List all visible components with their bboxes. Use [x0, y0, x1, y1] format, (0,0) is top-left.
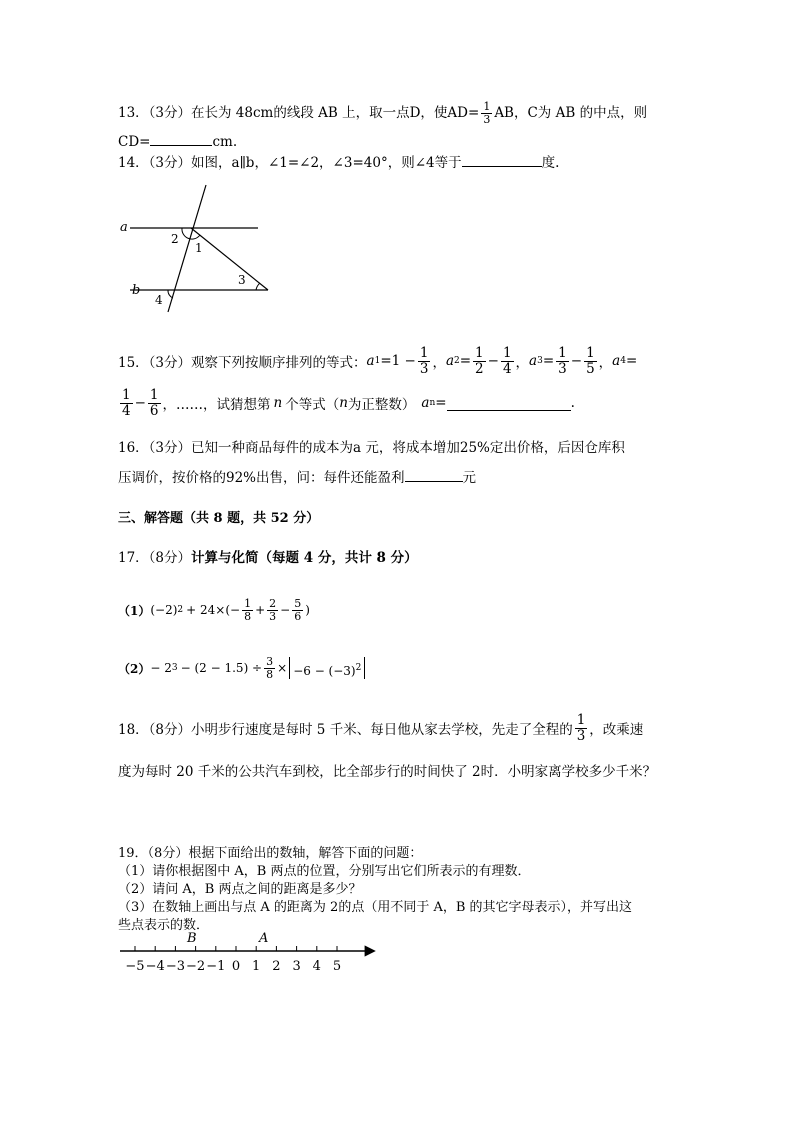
point-B-label: B [187, 931, 197, 946]
q13-text-b: AB，C为 AB 的中点，则 [494, 105, 648, 121]
q13-text-a: 13．（3分）在长为 48cm的线段 AB 上，取一点D，使AD= [118, 105, 480, 121]
q17-p1-fraction-3: $\frac{5}{6}$ [294, 596, 302, 623]
number-line-tick-label: 5 [332, 959, 342, 974]
question-17-part1: （1） (−2) 2 + 24×(− $\frac{1}{8}$ + $\frac{2}{3}$ − $\frac{5}{6}$ ) [118, 596, 310, 623]
point-A-label: A [259, 931, 269, 946]
q15-a3-fraction-2: $\frac{1}{5}$ [586, 345, 595, 377]
number-line-tick-label: 3 [292, 959, 301, 974]
number-line-tick-label: 0 [231, 959, 241, 974]
slant-line [191, 228, 268, 290]
number-line-ticks [125, 946, 341, 974]
number-line-tick-label: 1 [252, 959, 261, 974]
question-19-line4: （3）在数轴上画出与点 A 的距离为 2的点（用不同于 A，B 的其它字母表示），并写出这 [118, 900, 633, 915]
question-19-line1: 19．（8分）根据下面给出的数轴，解答下面的问题： [118, 846, 423, 861]
q14-answer-blank[interactable] [462, 165, 542, 167]
q15-a2-fraction-1: $\frac{1}{2}$ [475, 345, 484, 377]
number-line-tick-label: −4 [145, 959, 165, 974]
label-angle-1: 1 [195, 241, 203, 255]
question-16-line2: 压调价，按价格的92%出售，问：每件还能盈利 元 [118, 470, 477, 486]
question-18-line2: 度为每时 20 千米的公共汽车到校，比全部步行的时间快了 2时．小明家离学校多少千米？ [118, 764, 657, 780]
q15-a4-fraction-1: $\frac{1}{4}$ [122, 387, 131, 419]
q15-a3-fraction-1: $\frac{1}{3}$ [558, 345, 567, 377]
question-13-line1 [118, 101, 647, 126]
question-19-line5: 些点表示的数． [118, 918, 210, 933]
number-line-tick-label: −1 [206, 959, 226, 974]
q15-a4-fraction-2: $\frac{1}{6}$ [149, 387, 159, 419]
label-angle-4: 4 [155, 293, 163, 307]
question-13-line2: CD= cm. [118, 134, 238, 150]
q15-a1-fraction: $\frac{1}{3}$ [419, 345, 429, 377]
q15-answer-blank[interactable] [447, 409, 571, 411]
question-15-line2: $\frac{1}{4}$ − $\frac{1}{6}$ ，……，试猜想第 n 个等式（ n 为正整数） a n = . [122, 387, 575, 419]
question-16-line1: 16．（3分）已知一种商品每件的成本为a 元，将成本增加25%定出价格，后因仓库积 [118, 440, 625, 456]
label-a: a [120, 220, 128, 235]
label-b: b [132, 283, 141, 298]
q17-p2-absolute-value: $-6 - (-3)^2$ [289, 657, 365, 679]
q17-p1-fraction-1: $\frac{1}{8}$ [244, 596, 252, 623]
question-18-line1: 18．（8分）小明步行速度是每时 5 千米、每日他从家去学校，先走了全程的 $\frac{1}{3}$ ，改乘速 [118, 712, 644, 744]
question-17-part2: （2） − 2 3 − (2 − 1.5) ÷ $\frac{3}{8}$ × $-6 - (-3)^2$ [118, 648, 367, 688]
q15-a2-fraction-2: $\frac{1}{4}$ [502, 345, 512, 377]
number-line-tick-label: −3 [165, 959, 185, 974]
question-14: 14．（3分）如图，a∥b，∠1=∠2，∠3=40°，则∠4等于 度. [118, 155, 560, 171]
number-line-tick-label: −2 [186, 959, 206, 974]
q17-p1-fraction-2: $\frac{2}{3}$ [269, 596, 277, 623]
question-17-heading: 17．（8分）计算与化简（每题 4 分，共计 8 分） [118, 550, 418, 566]
question-15-line1: 15．（3分）观察下列按顺序排列的等式： a 1 =1 − $\frac{1}{3}$ ， a 2 = $\frac{1}{2}$ − $\frac{1}{4}$ ， a 3 = $\frac{1}{3}$ − $\frac{1}{5}$ ， a 4 = [118, 345, 638, 377]
number-line-tick-label: 4 [312, 959, 321, 974]
q18-fraction: $\frac{1}{3}$ [576, 712, 586, 744]
number-line-tick-label: −5 [125, 959, 145, 974]
q13-answer-blank[interactable] [150, 144, 212, 146]
angle-arc-3 [256, 283, 260, 290]
number-line-tick-label: 2 [272, 959, 281, 974]
q16-answer-blank[interactable] [405, 480, 463, 482]
section-3-heading: 三、解答题（共 8 题，共 52 分） [118, 511, 320, 526]
q13-fraction: $\frac{1}{3}$ [483, 100, 491, 126]
label-angle-2: 2 [171, 232, 179, 246]
number-line [118, 928, 388, 978]
figure-14-parallel-lines [118, 180, 278, 320]
q17-p2-fraction: $\frac{3}{8}$ [266, 654, 274, 681]
question-19-line2: （1）请你根据图中 A，B 两点的位置，分别写出它们所表示的有理数． [118, 864, 531, 879]
label-angle-3: 3 [238, 273, 246, 287]
question-19-line3: （2）请问 A，B 两点之间的距离是多少？ [118, 882, 362, 897]
